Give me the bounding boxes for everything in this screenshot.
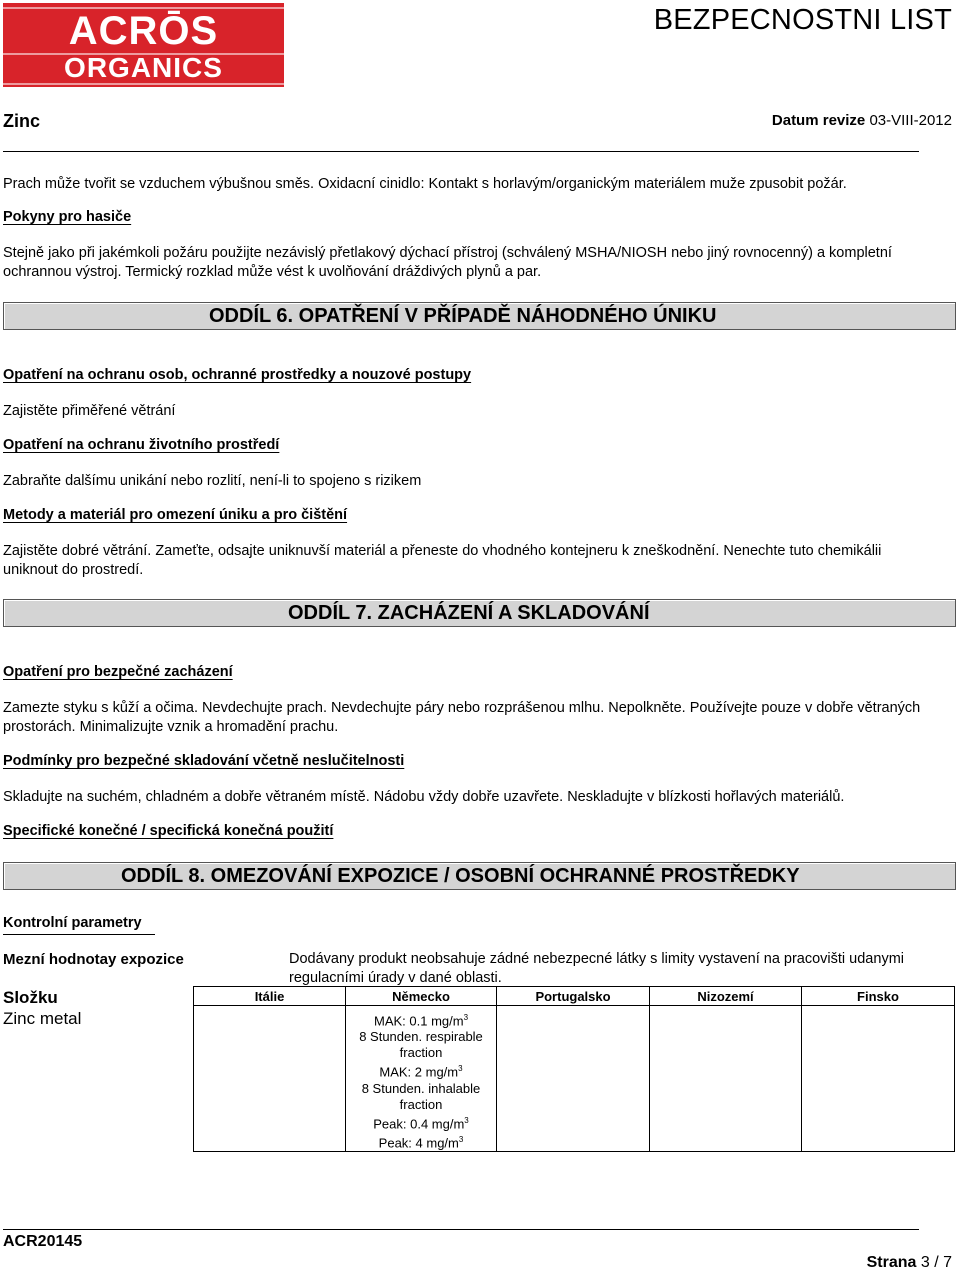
exposure-limits-text: Dodávany produkt neobsahuje zádné nebezpecné látky s limity vystavení na pracovišti udanymi regulacními úrady v dané oblasti.	[289, 951, 904, 986]
page-label: Strana	[866, 1254, 917, 1271]
firefighters-heading: Pokyny pro hasiče	[3, 209, 132, 225]
logo-line2: ORGANICS	[64, 52, 223, 83]
environmental-precautions-text: Zabraňte dalšímu unikání nebo rozlití, není-li to spojeno s rizikem	[3, 473, 422, 489]
storage-text: Skladujte na suchém, chladném a dobře větraném místě. Nádobu vždy dobře uzavřete. Neskladujte v blízkosti hořlavých materiálů.	[3, 789, 845, 805]
product-name: Zinc	[3, 111, 41, 131]
component-label: Složku	[3, 988, 58, 1007]
sup-1: 3	[463, 1013, 469, 1022]
logo-line1: ACRŌS	[68, 9, 219, 53]
component-name: Zinc metal	[3, 1009, 82, 1028]
table-row	[194, 1006, 955, 1152]
col-germany: Německo	[346, 987, 497, 1006]
revision-date	[772, 112, 952, 129]
page-number: 3 / 7	[920, 1254, 952, 1271]
storage-heading: Podmínky pro bezpečné skladování včetně neslučitelnosti	[3, 753, 405, 769]
containment-text: Zajistěte dobré větrání. Zameťte, odsajte uniknuvší materiál a přeneste do vhodného kontejneru k zneškodnění. Nenechte tuto chemikálii uniknout do prostredí.	[3, 543, 882, 578]
revision-label: Datum revize	[771, 112, 866, 129]
sup-3: 3	[464, 1115, 469, 1125]
footer-divider	[3, 1229, 919, 1230]
exposure-limits-label: Mezní hodnotay expozice	[3, 951, 184, 968]
section-8-header	[3, 862, 956, 890]
section-8-title: ODDÍL 8. OMEZOVÁNÍ EXPOZICE / OSOBNÍ OCHRANNÉ PROSTŘEDKY	[121, 865, 800, 887]
section-6-header	[3, 302, 956, 330]
document-code: ACR20145	[3, 1233, 83, 1250]
cell-germany	[346, 1006, 497, 1152]
germany-line-2: 8 Stunden. respirable fraction	[359, 1029, 483, 1061]
safe-handling-heading: Opatření pro bezpečné zacházení	[3, 664, 233, 680]
exposure-limits-table	[193, 986, 955, 1152]
specific-end-use-heading: Specifické konečné / specifická konečná použití	[3, 823, 334, 839]
header-divider	[3, 151, 919, 152]
germany-line-1: MAK: 0.1 mg/m	[373, 1013, 464, 1029]
section-7-title: ODDÍL 7. ZACHÁZENÍ A SKLADOVÁNÍ	[288, 602, 650, 624]
col-portugal: Portugalsko	[497, 987, 650, 1006]
section-6-title: ODDÍL 6. OPATŘENÍ V PŘÍPADĚ NÁHODNÉHO ÚNIKU	[209, 305, 717, 327]
germany-line-5: Peak: 0.4 mg/m	[373, 1115, 465, 1131]
company-logo	[3, 3, 284, 87]
fire-hazard-text: Prach může tvořit se vzduchem výbušnou směs. Oxidacní cinidlo: Kontakt s horlavým/organickým materiálem muže zpusobit požár.	[3, 176, 847, 192]
col-netherlands: Nizozemí	[650, 987, 802, 1006]
germany-line-3: MAK: 2 mg/m	[379, 1064, 459, 1080]
revision-value: 03-VIII-2012	[869, 112, 952, 129]
containment-heading: Metody a materiál pro omezení úniku a pro čištění	[3, 507, 348, 523]
sup-2: 3	[458, 1064, 463, 1074]
firefighters-text: Stejně jako při jakémkoli požáru použijte nezávislý přetlakový dýchací přístroj (schválený MSHA/NIOSH nebo jiný rovnocenný) a kompletní ochrannou výstroj. Termický rozklad může vést k uvolňování dráždivých plynů a par.	[3, 245, 892, 280]
col-finland: Finsko	[802, 987, 955, 1006]
page-indicator	[867, 1254, 952, 1272]
cell-finland	[802, 1006, 955, 1152]
section-7-header	[3, 599, 956, 627]
document-title: BEZPECNOSTNI LIST	[653, 4, 952, 36]
germany-line-4: 8 Stunden. inhalable fraction	[361, 1080, 481, 1112]
control-parameters-underline	[3, 934, 155, 935]
cell-netherlands	[650, 1006, 802, 1152]
cell-portugal	[497, 1006, 650, 1152]
cell-italy	[194, 1006, 346, 1152]
table-header-row	[194, 987, 955, 1006]
safe-handling-text: Zamezte styku s kůží a očima. Nevdechujte prach. Nevdechujte páry nebo rozprášenou mlhu. Nepolkněte. Používejte pouze v dobře větraných prostorách. Minimalizujte vznik a hromadění prachu.	[3, 700, 921, 735]
sup-4: 3	[458, 1134, 464, 1144]
personal-precautions-text: Zajistěte přiměřené větrání	[3, 403, 176, 419]
germany-line-6: Peak: 4 mg/m	[378, 1135, 459, 1151]
personal-precautions-heading: Opatření na ochranu osob, ochranné prostředky a nouzové postupy	[3, 367, 472, 383]
col-italy: Itálie	[194, 987, 346, 1006]
environmental-precautions-heading: Opatření na ochranu životního prostředí	[3, 437, 280, 453]
control-parameters-heading: Kontrolní parametry	[3, 915, 142, 931]
